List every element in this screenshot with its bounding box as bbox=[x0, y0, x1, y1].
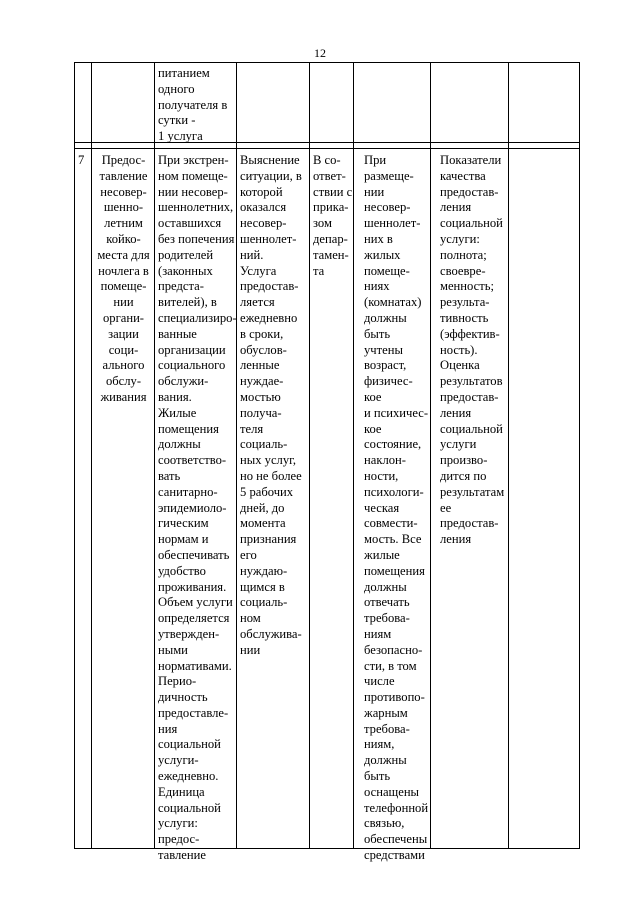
service-name-cell: Предос- тавление несовер- шенно- летним койко- места для ночлега в помеще- нии органи- зации соци- ального обслу- живания bbox=[97, 153, 150, 404]
table-border-left bbox=[74, 62, 75, 849]
continuation-description-cell: питанием одного получателя в сутки - 1 услуга bbox=[158, 66, 228, 144]
column-divider bbox=[508, 62, 509, 849]
table-border-bottom bbox=[74, 848, 580, 849]
page-number: 12 bbox=[314, 46, 326, 60]
row-number-cell: 7 bbox=[78, 153, 85, 167]
service-term-cell: Выяснение ситуации, в которой оказался несовер- шеннолет- ний. Услуга предостав- ляется ежедневно в сроки, обуслов- ленные нуждае- мостью получа- теля социаль- ных услуг, но не более 5 рабочих дней, до момента признания его нуждаю- щимся в социаль- ном обслужива- нии bbox=[240, 153, 302, 657]
row-divider bbox=[74, 148, 580, 149]
column-divider bbox=[91, 62, 92, 849]
table-border-right bbox=[579, 62, 580, 849]
quality-indicators-cell: Показатели качества предостав- ления социальной услуги: полнота; своевре- менность; результа- тивность (эффектив- ность). Оценка результатов предостав- ления социальной услуги произво- дится по результатам ее предостав- ления bbox=[440, 153, 505, 547]
column-divider bbox=[236, 62, 237, 849]
services-table bbox=[74, 62, 580, 863]
column-divider bbox=[353, 62, 354, 849]
row-divider bbox=[74, 142, 580, 143]
tariff-cell: В со- ответ- ствии с прика- зом депар- тамен- та bbox=[313, 153, 353, 278]
service-description-cell: При экстрен- ном помеще- нии несовер- шеннолетних, оставшихся без попечения родителей (законных предста- вителей), в специализиро- ванные организации социального обслужи- вания. Жилые помещения должны соответство- вать санитарно- эпидемиоло- гическим нормам и обеспечивать удобство проживания. Объем услуги определяется утвержден- ными нормативами. Перио- дичность предоставле- ния социальной услуги- ежедневно. Единица социальной услуги: предос- тавление bbox=[158, 153, 237, 863]
column-divider bbox=[154, 62, 155, 849]
column-divider bbox=[430, 62, 431, 849]
conditions-cell: При размеще- нии несовер- шеннолет- них в жилых помеще- ниях (комнатах) должны быть учтены возраст, физичес-кое и психичес- кое состояние, наклон- ности, психологи- ческая совмести- мость. Все жилые помещения должны отвечать требова- ниям безопасно- сти, в том числе противопо- жарным требова- ниям, должны быть оснащены телефонной связью, обеспечены средствами bbox=[364, 153, 429, 863]
table-border-top bbox=[74, 62, 580, 63]
